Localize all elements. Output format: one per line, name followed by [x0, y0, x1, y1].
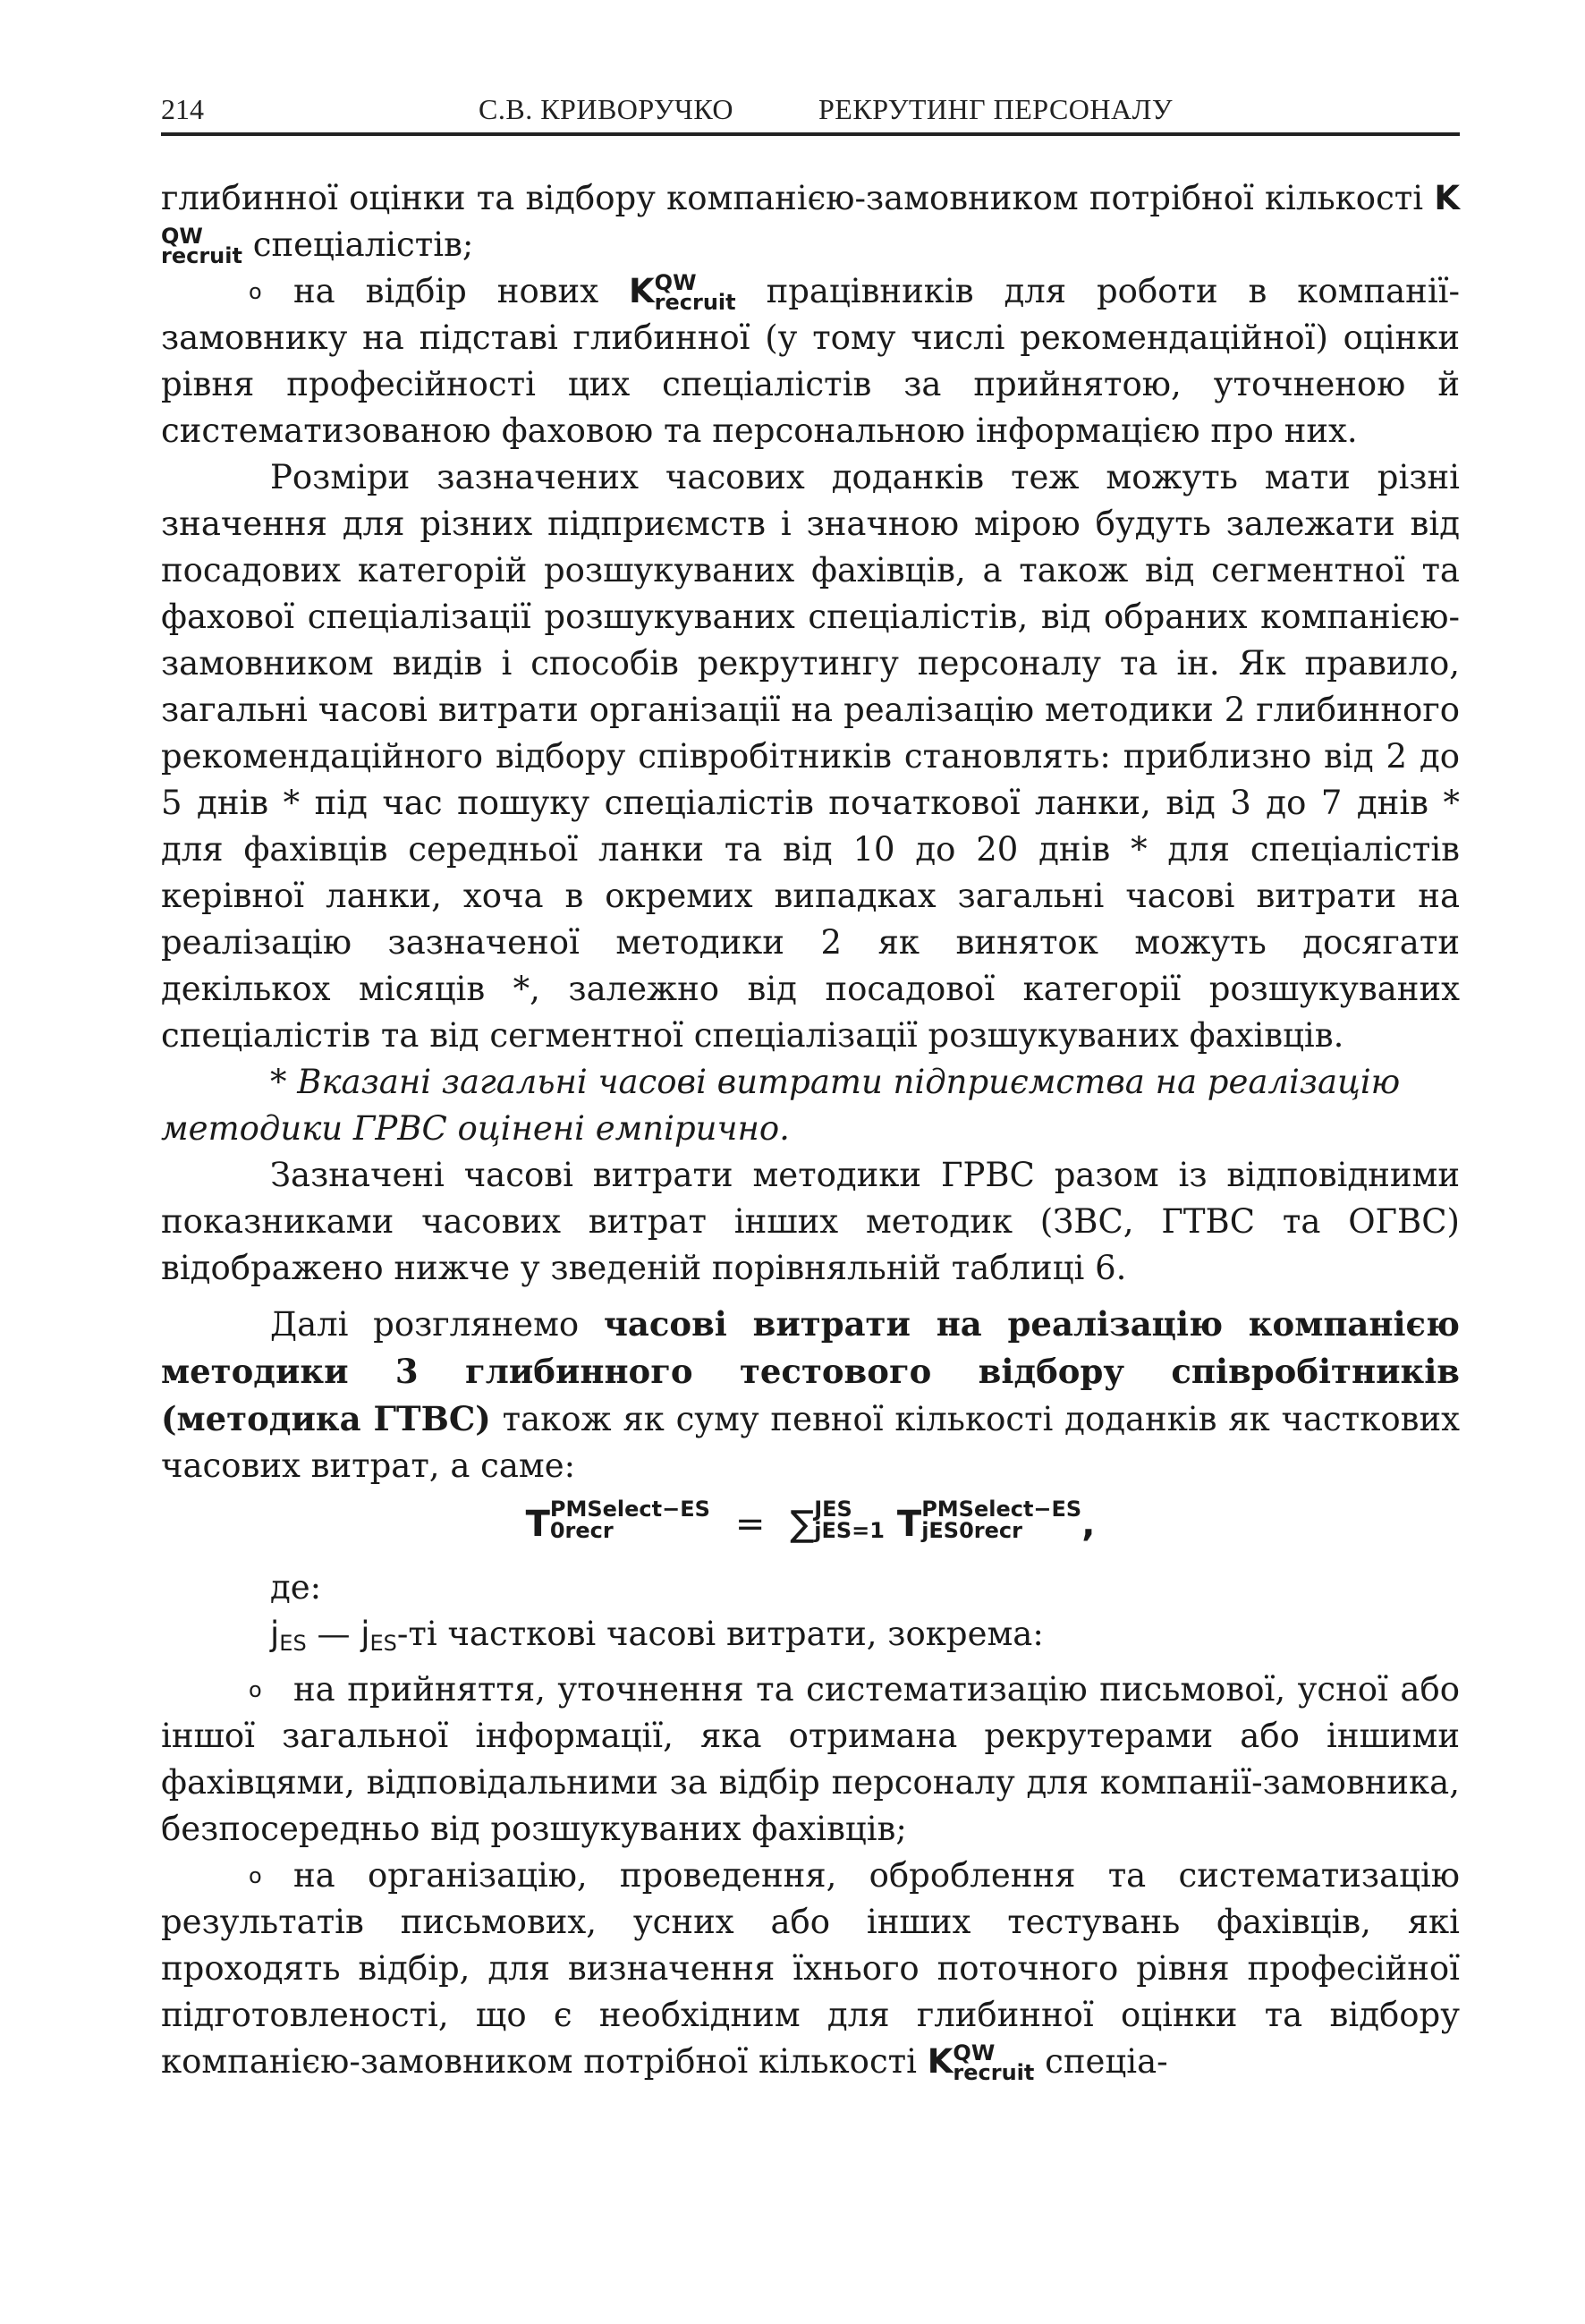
bullet-icon: o [249, 1677, 262, 1702]
symbol-k: K QW recruit [629, 270, 736, 315]
text-run: на організацію, проведення, оброблення та систематизацію результатів письмових, усних або інших тестувань фахівців, які проходять відбір, для визначення їхнього поточного рівня професійної підготовленості, що є необхідним для глибинної оцінки та відбору компанією-замовником потрібної кількості [161, 1856, 1460, 2081]
bullet-icon: o [249, 279, 262, 304]
symbol-k: K QW recruit [927, 2040, 1035, 2085]
where-label: де: [270, 1568, 322, 1607]
text-run: глибинної оцінки та відбору компанією-замовником потрібної кількості [161, 179, 1424, 217]
bullet-icon: o [249, 1863, 262, 1888]
text-run: також як суму певної кількості доданків як часткових часових витрат, а саме: [161, 1400, 1461, 1485]
paragraph: Розміри зазначених часових доданків теж можуть мати різні значення для різних підприємств і значною мірою будуть залежати від посадових категорій розшукуваних фахівців, а також від сегментної та фахової спеціалізації розшукуваних спеціалістів, від обраних компанією-замовником видів і способів рекрутингу персоналу та ін. Як правило, загальні часові витрати організації на реалізацію методики 2 глибинного рекомендаційного відбору співробітників становлять: приблизно від 2 до 5 днів * під час пошуку спеціалістів початкової ланки, від 3 до 7 днів * для фахівців середньої ланки та від 10 до 20 днів * для спеціалістів керівної ланки, хоча в окремих випадках загальні часові витрати на реалізацію зазначеної методики 2 як виняток можуть досягати декількох місяців *, залежно від посадової категорії розшукуваних спеціалістів та від сегментної спеціалізації розшукуваних фахівців. [161, 458, 1460, 1055]
formula: T PMSelect−ES 0recr = ∑ JES jES=1 T PMSelect−ES jES0recr , [525, 1497, 1096, 1545]
page-number: 214 [161, 93, 204, 125]
sum-sign: ∑ [790, 1504, 815, 1545]
text-run: -ті часткові часові витрати, зокрема: [396, 1615, 1044, 1653]
bullet-item [161, 1853, 1460, 2085]
paragraph: Зазначені часові витрати методики ГРВС разом із відповідними показниками часових витрат інших методик (ЗВС, ГТВС та ОГВС) відображено нижче у зведеній порівняльній таблиці 6. [161, 1156, 1460, 1287]
header-book-title: РЕКРУТИНГ ПЕРСОНАЛУ [818, 93, 1173, 125]
paragraph-continuation [161, 175, 1460, 268]
text-run: спеціа- [1045, 2042, 1168, 2081]
text-run: на прийняття, уточнення та систематизацію письмової, усної або іншої загальної інформації, яка отримана рекрутерами або іншими фахівцями, відповідальними за відбір персоналу для компанії-замовника, безпосередньо від розшукуваних фахівців; [161, 1670, 1460, 1848]
text-run: працівників для роботи в компанії-замовнику на підставі глибинної (у тому числі рекомендаційної) оцінки рівня професійності цих спеціалістів за прийнятою, уточненою й систематизованою фаховою та персональною інформацією про них. [161, 272, 1461, 450]
page-body [161, 175, 1460, 2085]
definition-line: jES — jES-ті часткові часові витрати, зокрема: [270, 1615, 1044, 1656]
header-rule [161, 132, 1460, 136]
bullet-item [161, 1667, 1460, 1853]
symbol-jes: jES [360, 1615, 397, 1656]
symbol-jes: jES [270, 1615, 307, 1656]
running-header [161, 86, 1460, 131]
text-run: на відбір нових [293, 272, 599, 310]
paragraph [161, 1301, 1460, 1489]
text-run: Далі розглянемо [270, 1305, 580, 1344]
bold-text-run: часові витрати на реалізацію компанією методики 3 глибинного тестового відбору співробітників (методика ГТВС) [161, 1304, 1460, 1438]
header-author: С.В. КРИВОРУЧКО [479, 93, 733, 125]
footnote-note: * Вказані загальні часові витрати підприємства на реалізацію методики ГРВС оцінені емпірично. [161, 1063, 1401, 1148]
symbol-k: K QW recruit [161, 179, 1460, 268]
bullet-item [161, 268, 1460, 454]
text-run: спеціалістів; [252, 225, 474, 264]
